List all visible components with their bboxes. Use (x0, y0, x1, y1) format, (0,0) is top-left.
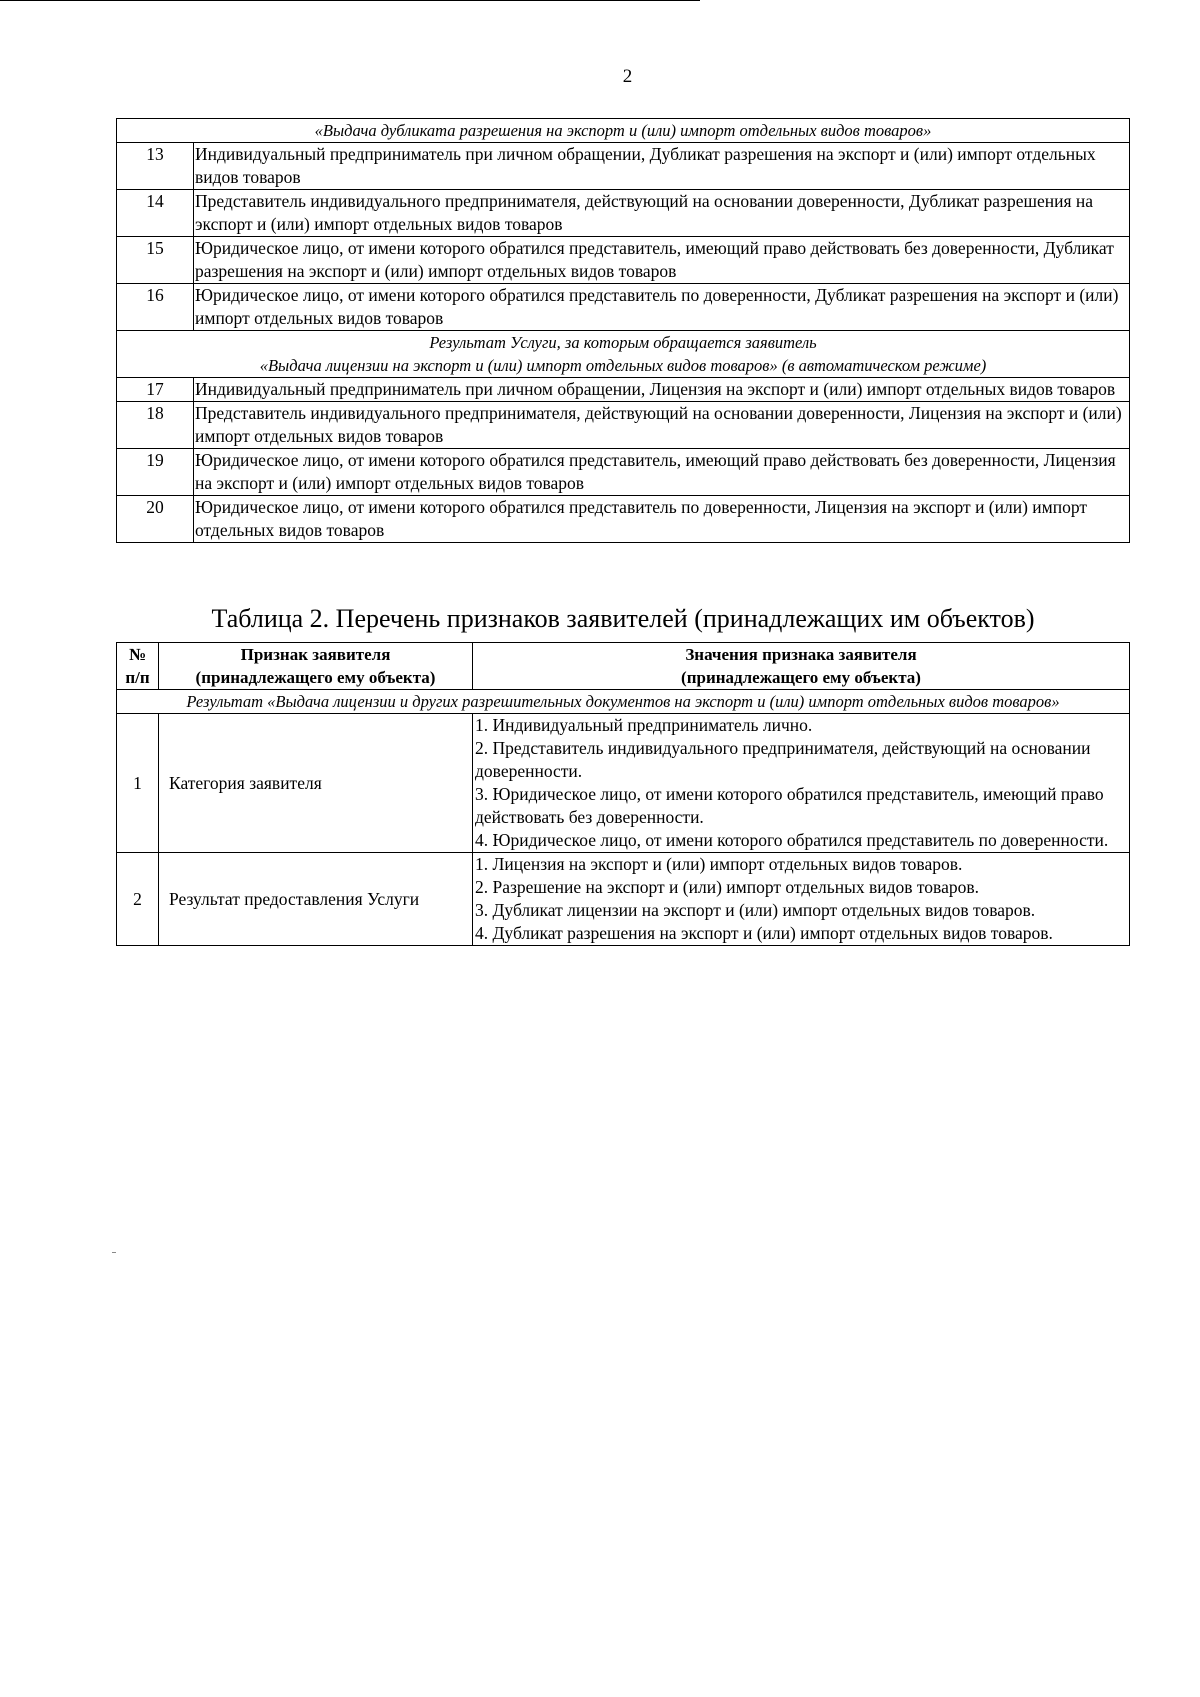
header-num (117, 643, 159, 690)
table-row (117, 853, 1130, 946)
table-header-row (117, 643, 1130, 690)
table2-caption: Таблица 2. Перечень признаков заявителей (принадлежащих им объектов) (211, 604, 1035, 633)
table-row (117, 143, 1130, 190)
scan-mark (112, 1252, 116, 1253)
table-row (117, 237, 1130, 284)
header-line: № (128, 645, 147, 664)
header-values (473, 643, 1130, 690)
page-number: 2 (622, 66, 633, 87)
row-sign: Категория заявителя (159, 714, 473, 853)
row-number: 14 (117, 190, 194, 237)
header-line: Признак заявителя (240, 645, 391, 664)
page-top-rule (0, 0, 700, 1)
row-text: Юридическое лицо, от имени которого обратился представитель, имеющий право действовать без доверенности, Дубликат разрешения на экспорт и (или) импорт отдельных видов товаров (194, 237, 1130, 284)
table-row (117, 190, 1130, 237)
section-title (117, 331, 1130, 378)
row-number: 16 (117, 284, 194, 331)
row-text: Индивидуальный предприниматель при личном обращении, Дубликат разрешения на экспорт и (или) импорт отдельных видов товаров (194, 143, 1130, 190)
row-text: Представитель индивидуального предпринимателя, действующий на основании доверенности, Дубликат разрешения на экспорт и (или) импорт отдельных видов товаров (194, 190, 1130, 237)
row-text: Индивидуальный предприниматель при личном обращении, Лицензия на экспорт и (или) импорт отдельных видов товаров (194, 378, 1130, 402)
value-item: 4. Юридическое лицо, от имени которого обратился представитель по доверенности. (475, 830, 1109, 850)
section-title-line: Результат Услуги, за которым обращается заявитель (429, 333, 817, 352)
row-text: Юридическое лицо, от имени которого обратился представитель по доверенности, Дубликат разрешения на экспорт и (или) импорт отдельных видов товаров (194, 284, 1130, 331)
row-text: Представитель индивидуального предпринимателя, действующий на основании доверенности, Лицензия на экспорт и (или) импорт отдельных видов товаров (194, 402, 1130, 449)
header-sign (159, 643, 473, 690)
value-item: 1. Индивидуальный предприниматель лично. (475, 715, 813, 735)
header-line: п/п (125, 668, 150, 687)
table-row (117, 714, 1130, 853)
value-item: 4. Дубликат разрешения на экспорт и (или) импорт отдельных видов товаров. (475, 923, 1053, 943)
table-row (117, 378, 1130, 402)
row-number: 17 (117, 378, 194, 402)
applicant-attributes-table (116, 642, 1130, 946)
value-item: 3. Дубликат лицензии на экспорт и (или) импорт отдельных видов товаров. (475, 900, 1036, 920)
row-number: 1 (117, 714, 159, 853)
row-text: Юридическое лицо, от имени которого обратился представитель, имеющий право действовать без доверенности, Лицензия на экспорт и (или) импорт отдельных видов товаров (194, 449, 1130, 496)
applicant-variants-table (116, 118, 1130, 543)
section-header-license-auto (117, 331, 1130, 378)
row-number: 18 (117, 402, 194, 449)
row-number: 20 (117, 496, 194, 543)
row-values (473, 714, 1130, 853)
value-item: 2. Разрешение на экспорт и (или) импорт отдельных видов товаров. (475, 877, 979, 897)
value-item: 3. Юридическое лицо, от имени которого обратился представитель, имеющий право действовать без доверенности. (475, 784, 1104, 827)
header-line: Значения признака заявителя (685, 645, 917, 664)
section-header-result (117, 690, 1130, 714)
row-values (473, 853, 1130, 946)
row-sign: Результат предоставления Услуги (159, 853, 473, 946)
section-title: Результат «Выдача лицензии и других разрешительных документов на экспорт и (или) импорт отдельных видов товаров» (117, 690, 1130, 714)
row-text: Юридическое лицо, от имени которого обратился представитель по доверенности, Лицензия на экспорт и (или) импорт отдельных видов товаров (194, 496, 1130, 543)
row-number: 15 (117, 237, 194, 284)
section-title-line: «Выдача лицензии на экспорт и (или) импорт отдельных видов товаров» (в автоматическом режиме) (259, 356, 987, 375)
table-row (117, 402, 1130, 449)
section-title: «Выдача дубликата разрешения на экспорт и (или) импорт отдельных видов товаров» (117, 119, 1130, 143)
header-line: (принадлежащего ему объекта) (195, 668, 436, 687)
row-number: 13 (117, 143, 194, 190)
value-item: 2. Представитель индивидуального предпринимателя, действующий на основании доверенности. (475, 738, 1091, 781)
table-row (117, 284, 1130, 331)
section-header-duplicate-permit (117, 119, 1130, 143)
header-line: (принадлежащего ему объекта) (681, 668, 921, 687)
row-number: 19 (117, 449, 194, 496)
table-row (117, 449, 1130, 496)
row-number: 2 (117, 853, 159, 946)
value-item: 1. Лицензия на экспорт и (или) импорт отдельных видов товаров. (475, 854, 963, 874)
table-row (117, 496, 1130, 543)
